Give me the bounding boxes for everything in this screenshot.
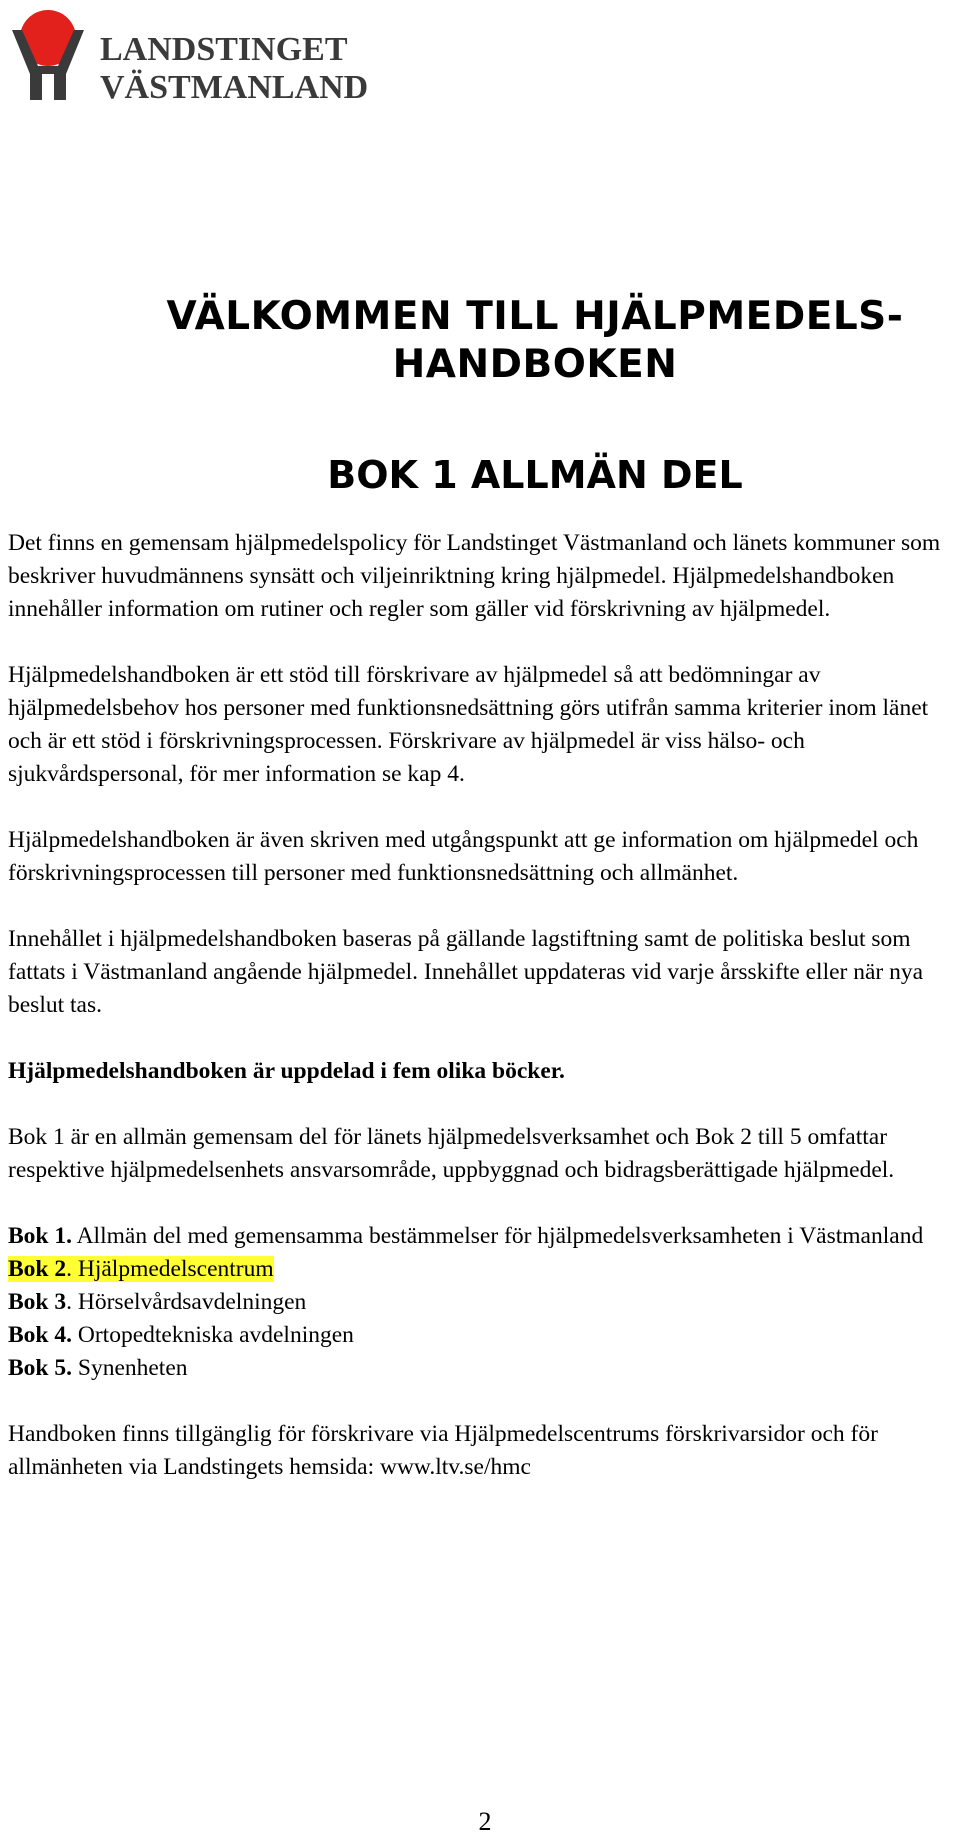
paragraph-policy: Det finns en gemensam hjälpmedelspolicy för Landstinget Västmanland och länets kommuner som beskriver huvudmännens synsätt och viljeinriktning kring hjälpmedel. Hjälpmedelshandboken innehåller information om rutiner och regler som gäller vid förskrivning av hjälpmedel. bbox=[8, 530, 941, 622]
book-item-2 bbox=[8, 1253, 953, 1286]
book-item-5 bbox=[8, 1352, 953, 1385]
landstinget-logo-icon bbox=[8, 8, 378, 103]
paragraph-closing: Handboken finns tillgänglig för förskrivare via Hjälpmedelscentrums förskrivarsidor och för allmänheten via Landstingets hemsida: www.ltv.se/hmc bbox=[8, 1421, 878, 1480]
page-title-line1: VÄLKOMMEN TILL HJÄLPMEDELS- bbox=[166, 294, 904, 339]
paragraph-legislation: Innehållet i hjälpmedelshandboken baseras på gällande lagstiftning samt de politiska beslut som fattats i Västmanland angående hjälpmedel. Innehållet uppdateras vid varje årsskifte eller när nya beslut tas. bbox=[8, 926, 924, 1018]
book-text: . Hörselvårdsavdelningen bbox=[66, 1289, 307, 1315]
landstinget-logo bbox=[8, 8, 378, 103]
book-item-3 bbox=[8, 1286, 953, 1319]
highlighted-text bbox=[8, 1256, 274, 1282]
book-text: Allmän del med gemensamma bestämmelser för hjälpmedelsverksamheten i Västmanland bbox=[72, 1223, 924, 1249]
document-body bbox=[8, 527, 953, 1517]
book-item-1 bbox=[8, 1220, 953, 1253]
logo-line2: VÄSTMANLAND bbox=[100, 69, 369, 103]
logo-line1: LANDSTINGET bbox=[100, 31, 348, 68]
book-text: . Hjälpmedelscentrum bbox=[66, 1256, 274, 1282]
book-label: Bok 4. bbox=[8, 1322, 72, 1348]
bold-statement: Hjälpmedelshandboken är uppdelad i fem olika böcker. bbox=[8, 1058, 565, 1084]
page-number: 2 bbox=[478, 1807, 492, 1836]
page-title-line2: HANDBOKEN bbox=[392, 342, 678, 387]
book-list bbox=[8, 1220, 953, 1385]
book-label: Bok 1. bbox=[8, 1223, 72, 1249]
book-label: Bok 2 bbox=[8, 1256, 67, 1282]
book-label: Bok 5. bbox=[8, 1355, 72, 1381]
book-text: Ortopedtekniska avdelningen bbox=[72, 1322, 354, 1348]
book-item-4 bbox=[8, 1319, 953, 1352]
paragraph-support: Hjälpmedelshandboken är ett stöd till förskrivare av hjälpmedel så att bedömningar av hjälpmedelsbehov hos personer med funktionsnedsättning görs utifrån samma kriterier inom länet och är ett stöd i förskrivningsprocessen. Förskrivare av hjälpmedel är viss hälso- och sjukvårdspersonal, för mer information se kap 4. bbox=[8, 662, 929, 787]
paragraph-information: Hjälpmedelshandboken är även skriven med utgångspunkt att ge information om hjälpmedel och förskrivningsprocessen till personer med funktionsnedsättning och allmänhet. bbox=[8, 827, 919, 886]
paragraph-books-intro: Bok 1 är en allmän gemensam del för länets hjälpmedelsverksamhet och Bok 2 till 5 omfattar respektive hjälpmedelsenhets ansvarsområde, uppbyggnad och bidragsberättigade hjälpmedel. bbox=[8, 1124, 895, 1183]
book-label: Bok 3 bbox=[8, 1289, 67, 1315]
book-text: Synenheten bbox=[72, 1355, 188, 1381]
page-subtitle: BOK 1 ALLMÄN DEL bbox=[327, 453, 743, 497]
